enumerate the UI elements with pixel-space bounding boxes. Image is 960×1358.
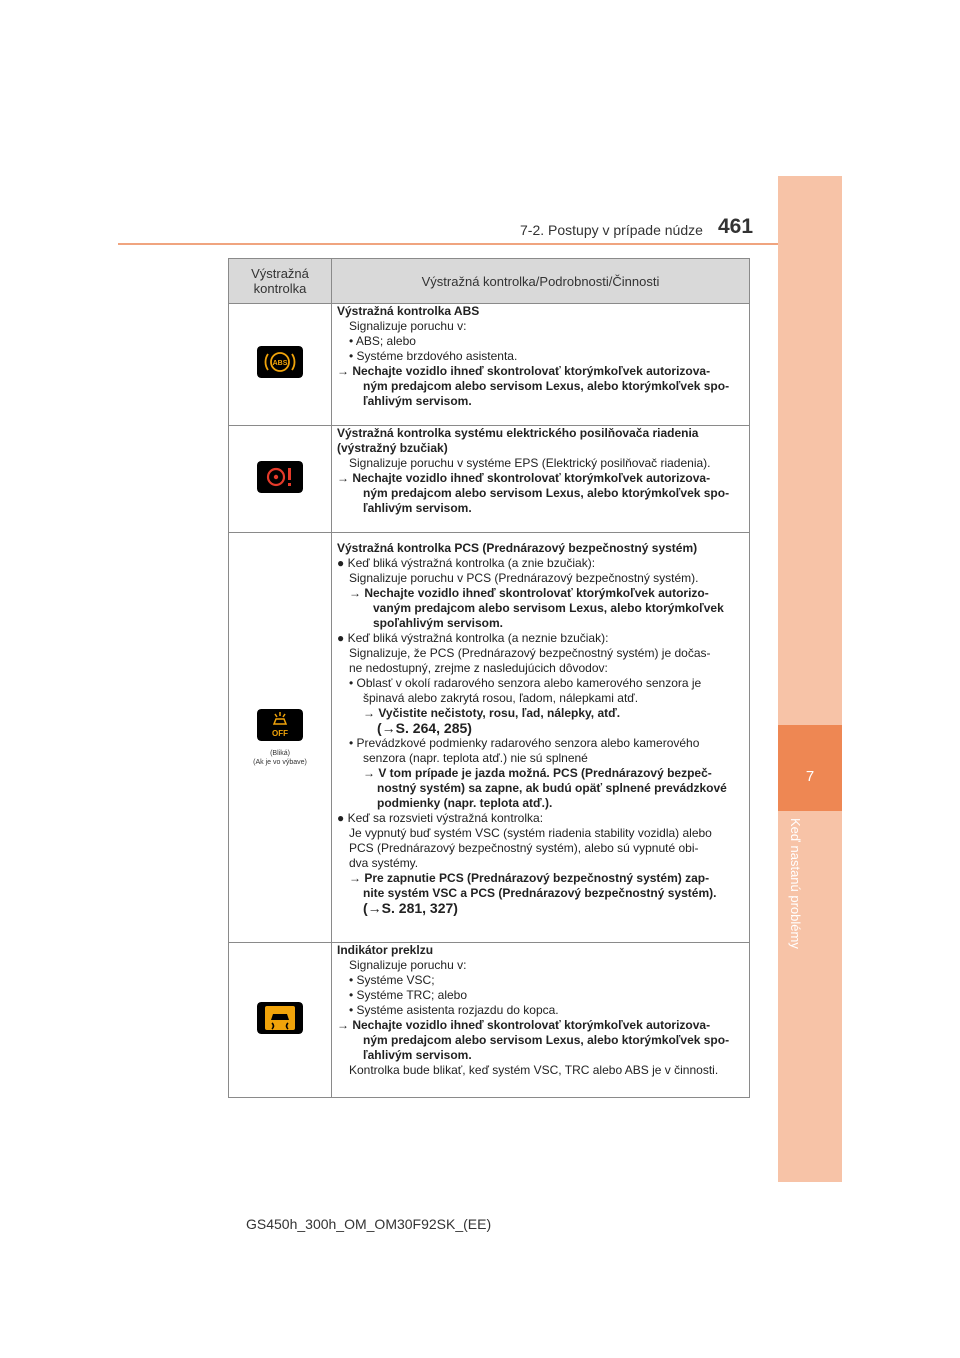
warning-table: [228, 258, 750, 1098]
header-divider: [118, 243, 778, 245]
page-number: 461: [718, 215, 754, 238]
column-header-details: Výstražná kontrolka/Podrobnosti/Činnosti: [332, 259, 750, 304]
chapter-number: 7: [805, 768, 815, 785]
section-title: 7-2. Postupy v prípade núdze: [520, 222, 703, 238]
document-code: GS450h_300h_OM_OM30F92SK_(EE): [246, 1216, 492, 1232]
table-row: OFF (Bliká) (Ak je vo výbave) Výstražná kontrolka PCS (Prednárazový bezpečnostný systém) ● Keď bliká výstražná kontrolka (a znie bzučiak): Signalizuje poruchu v PCS (Prednárazový bezpečnostný systém). → Nechajte vozidlo ihneď skontrolovať ktorýmkoľvek autorizo- vaným predajcom alebo servisom Lexus, alebo ktorýmkoľvek spoľahlivým servisom. ● Keď bliká výstražná kontrolka (a neznie bzučiak): Signalizuje, že PCS (Prednárazový bezpečnostný systém) je dočas- ne nedostupný, zrejme z nasledujúcich dôvodov: • Oblasť v okolí radarového senzora alebo kamerového senzora je špinavá alebo zakrytá rosou, ľadom, nálepkami atď. → Vyčistite nečistoty, rosu, ľad, nálepky, atď. (→S. 264, 285) • Prevádzkové podmienky radarového senzora alebo kamerového senzora (napr. teplota atď.) nie sú splnené → V tom prípade je jazda možná. PCS (Prednárazový bezpeč- nostný systém) sa zapne, ak budú opäť splnené prevádzkové podmienky (napr. teplota atď.). ● Keď sa rozsvieti výstražná kontrolka: Je vypnutý buď systém VSC (systém riadenia stability vozidla) alebo PCS (Prednárazový bezpečnostný systém), alebo sú vypnuté obi- dva systémy. → Pre zapnutie PCS (Prednárazový bezpečnostný systém) zap- nite systém VSC a PCS (Prednárazový bezpečnostný systém). (→S. 281, 327): [229, 533, 750, 943]
slip-indicator-icon: [257, 1002, 303, 1034]
table-row: Výstražná kontrolka systému elektrického posilňovača riadenia (výstražný bzučiak) Signalizuje poruchu v systéme EPS (Elektrický posilňovač riadenia). → Nechajte vozidlo ihneď skontrolovať ktorýmkoľvek autorizova- ným predajcom alebo servisom Lexus, alebo ktorýmkoľvek spo- ľahlivým servisom.: [229, 426, 750, 533]
table-row: ABS Výstražná kontrolka ABS Signalizuje poruchu v: • ABS; alebo • Systéme brzdového asistenta. → Nechajte vozidlo ihneď skontrolovať ktorýmkoľvek autorizova- ným predajcom alebo servisom Lexus, alebo ktorýmkoľvek spo- ľahlivým servisom.: [229, 304, 750, 426]
abs-warning-icon: [257, 346, 303, 378]
table-row: Indikátor preklzu Signalizuje poruchu v: • Systéme VSC; • Systéme TRC; alebo • Systéme asistenta rozjazdu do kopca. → Nechajte vozidlo ihneď skontrolovať ktorýmkoľvek autorizova- ným predajcom alebo servisom Lexus, alebo ktorýmkoľvek spo- ľahlivým servisom. Kontrolka bude blikať, keď systém VSC, TRC alebo ABS je v činnosti.: [229, 943, 750, 1098]
chapter-label: Keď nastanú problémy: [788, 818, 803, 949]
column-header-icon: Výstražná kontrolka: [229, 259, 332, 304]
svg-text:OFF: OFF: [272, 728, 288, 738]
table-header-row: [229, 259, 750, 304]
chapter-tab: [778, 176, 842, 1182]
pcs-off-icon: [257, 709, 303, 741]
svg-text:ABS: ABS: [272, 360, 288, 367]
steering-warning-icon: [257, 461, 303, 493]
